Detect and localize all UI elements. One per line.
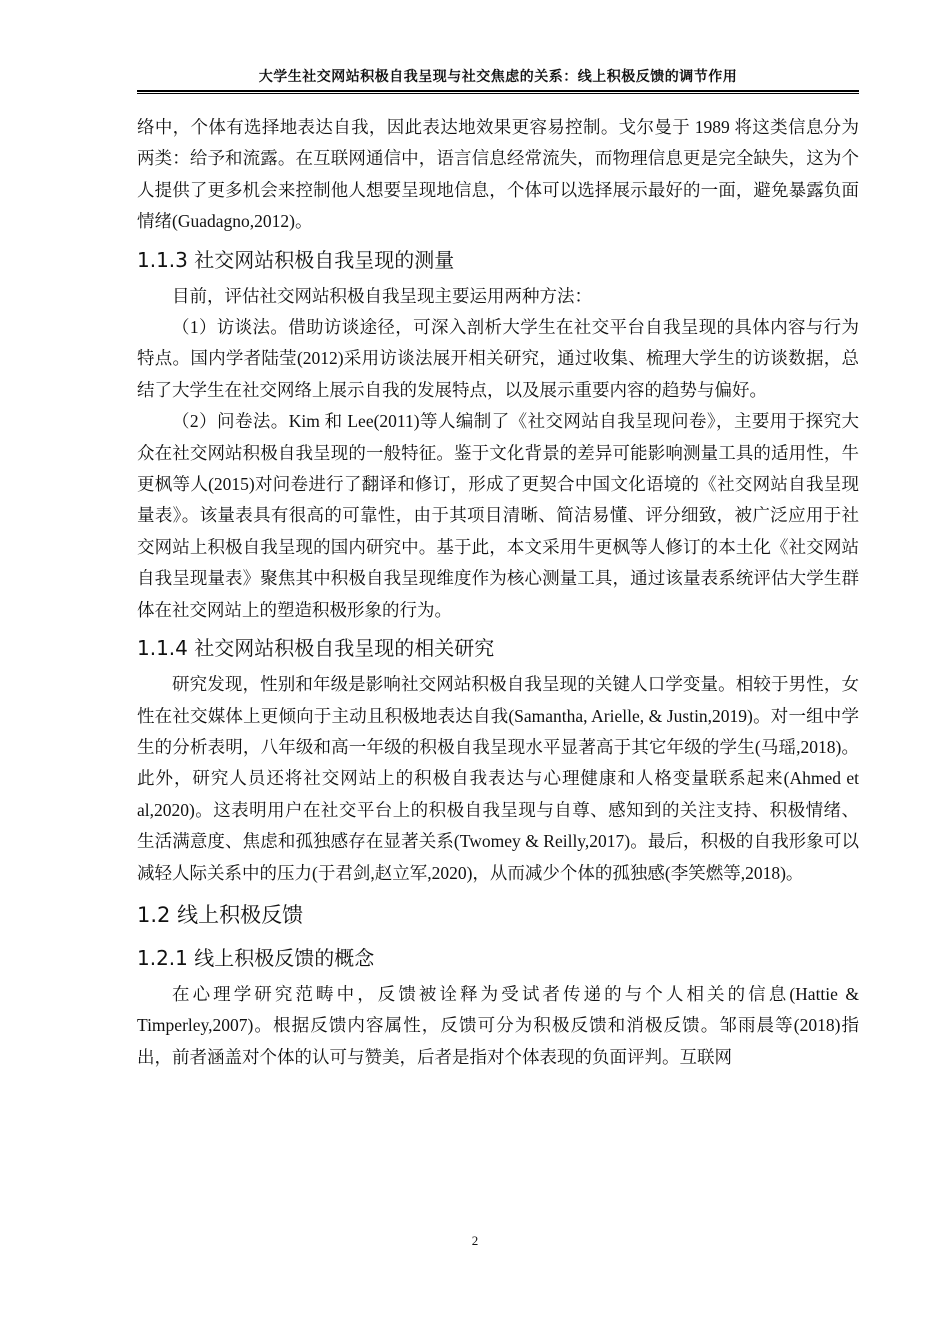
section-heading-1-2-1: 1.2.1 线上积极反馈的概念 [137,945,375,970]
paragraph-interview-method: （1）访谈法。借助访谈途径，可深入剖析大学生在社交平台自我呈现的具体内容与行为特点。国内学者陆莹(2012)采用访谈法展开相关研究，通过收集、梳理大学生的访谈数据，总结了大学生在社交网络上展示自我的发展特点，以及展示重要内容的趋势与偏好。 [137,317,859,400]
running-header: 大学生社交网站积极自我呈现与社交焦虑的关系：线上积极反馈的调节作用 [258,69,738,85]
paragraph-feedback-concept: 在心理学研究范畴中，反馈被诠释为受试者传递的与个人相关的信息(Hattie & Timperley,2007)。根据反馈内容属性，反馈可分为积极反馈和消极反馈。邹雨晨等(2018)指出，前者涵盖对个体的认可与赞美，后者是指对个体表现的负面评判。互联网 [137,983,859,1067]
page-number: 2 [471,1233,479,1248]
paragraph-related-research: 研究发现，性别和年级是影响社交网站积极自我呈现的关键人口学变量。相较于男性，女性在社交媒体上更倾向于主动且积极地表达自我(Samantha, Arielle, & Justin,2019)。对一组中学生的分析表明，八年级和高一年级的积极自我呈现水平显著高于其它年级的学生(马瑶,2018)。此外，研究人员还将社交网站上的积极自我表达与心理健康和人格变量联系起来(Ahmed et al,2020)。这表明用户在社交平台上的积极自我呈现与自尊、感知到的关注支持、积极情绪、生活满意度、焦虑和孤独感存在显著关系(Twomey & Reilly,2017)。最后，积极的自我形象可以减轻人际关系中的压力(于君剑,赵立军,2020)，从而减少个体的孤独感(李笑燃等,2018)。 [137,674,859,883]
header-rule-thin [137,93,859,94]
paragraph-methods-intro: 目前，评估社交网站积极自我呈现主要运用两种方法： [172,285,592,306]
section-heading-1-1-4: 1.1.4 社交网站积极自我呈现的相关研究 [137,636,495,661]
paragraph-continued: 络中，个体有选择地表达自我，因此表达地效果更容易控制。戈尔曼于 1989 将这类信息分为两类：给予和流露。在互联网通信中，语言信息经常流失，而物理信息更是完全缺失，这为个人提供了更多机会来控制他人想要呈现地信息，个体可以选择展示最好的一面，避免暴露负面情绪(Guadagno,2012)。 [137,117,859,232]
section-heading-1-2: 1.2 线上积极反馈 [137,902,304,927]
section-heading-1-1-3: 1.1.3 社交网站积极自我呈现的测量 [137,247,455,272]
paragraph-questionnaire-method: （2）问卷法。Kim 和 Lee(2011)等人编制了《社交网站自我呈现问卷》，主要用于探究大众在社交网站积极自我呈现的一般特征。鉴于文化背景的差异可能影响测量工具的适用性，牛更枫等人(2015)对问卷进行了翻译和修订，形成了更契合中国文化语境的《社交网站自我呈现量表》。该量表具有很高的可靠性，由于其项目清晰、简洁易懂、评分细致，被广泛应用于社交网站上积极自我呈现的国内研究中。基于此，本文采用牛更枫等人修订的本土化《社交网站自我呈现量表》聚焦其中积极自我呈现维度作为核心测量工具，通过该量表系统评估大学生群体在社交网站上的塑造积极形象的行为。 [137,411,859,620]
header-rule [137,90,859,92]
page-body [137,112,859,1073]
